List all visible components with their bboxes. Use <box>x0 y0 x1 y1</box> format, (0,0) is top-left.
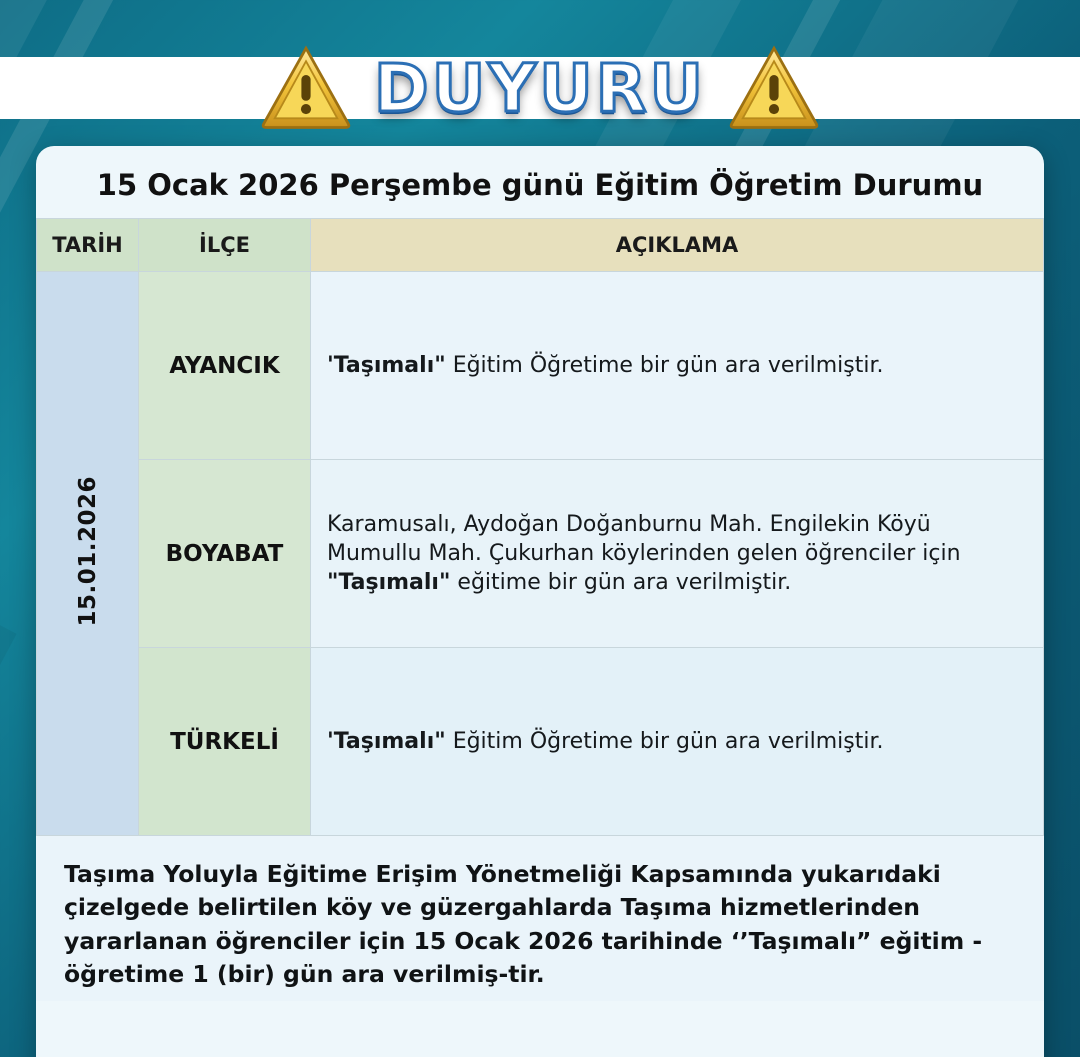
notice-card <box>36 146 1044 1057</box>
table-row <box>37 460 1044 648</box>
description-text: Eğitim Öğretime bir gün ara verilmiştir. <box>445 728 884 754</box>
date-value: 15.01.2026 <box>74 475 101 627</box>
description-emphasis: 'Taşımalı" <box>327 352 446 378</box>
description-text: Eğitim Öğretime bir gün ara verilmiştir. <box>445 352 884 378</box>
description-cell <box>311 460 1044 648</box>
description-cell <box>311 648 1044 836</box>
table-row <box>37 272 1044 460</box>
table-header-row <box>37 219 1044 272</box>
column-header-date: TARİH <box>37 219 139 272</box>
column-header-description: AÇIKLAMA <box>311 219 1044 272</box>
description-text-before: Karamusalı, Aydoğan Doğanburnu Mah. Engilekin Köyü Mumullu Mah. Çukurhan köylerinden gelen öğrenciler için <box>327 511 961 566</box>
warning-triangle-icon <box>728 44 820 135</box>
education-status-table <box>36 218 1044 836</box>
description-emphasis: "Taşımalı" <box>327 570 451 596</box>
description-text-after: eğitime bir gün ara verilmiştir. <box>450 570 792 596</box>
district-name: TÜRKELİ <box>139 648 311 836</box>
district-name: BOYABAT <box>139 460 311 648</box>
description-cell <box>311 272 1044 460</box>
description-emphasis: 'Taşımalı" <box>327 728 446 754</box>
column-header-district: İLÇE <box>139 219 311 272</box>
date-cell <box>37 272 139 836</box>
announcement-banner <box>0 34 1080 144</box>
footnote-text: Taşıma Yoluyla Eğitime Erişim Yönetmeliği Kapsamında yukarıdaki çizelgede belirtilen köy ve güzergahlarda Taşıma hizmetlerinden yararlanan öğrenciler için 15 Ocak 2026 tarihinde ‘’Taşımalı” eğitim - öğretime 1 (bir) gün ara verilmiş-tir. <box>36 836 1044 1001</box>
announcement-headline: DUYURU <box>373 50 707 127</box>
warning-triangle-icon <box>260 44 352 135</box>
page-title: 15 Ocak 2026 Perşembe günü Eğitim Öğretim Durumu <box>96 168 984 202</box>
table-row <box>37 648 1044 836</box>
district-name: AYANCIK <box>139 272 311 460</box>
